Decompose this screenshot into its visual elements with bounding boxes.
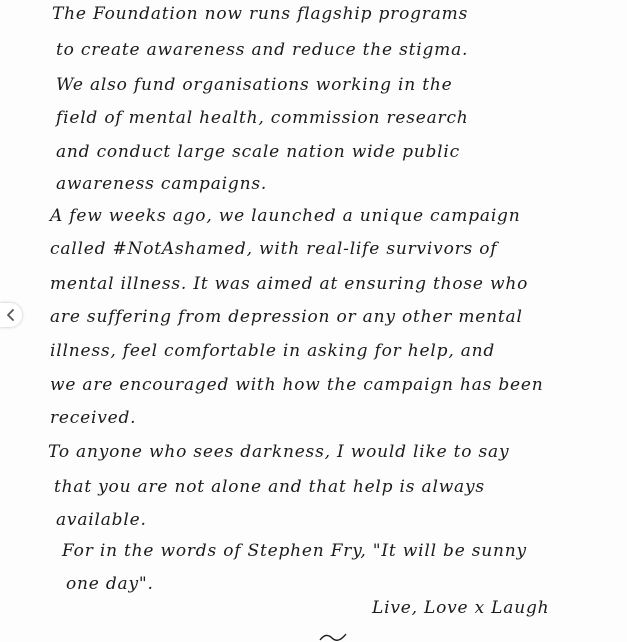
letter-line: called #NotAshamed, with real-life survivors of (50, 239, 498, 259)
letter-signoff: Live, Love x Laugh (372, 598, 550, 618)
letter-line: one day". (66, 574, 154, 594)
letter-line: to create awareness and reduce the stigma. (56, 40, 469, 60)
letter-line: are suffering from depression or any other mental (50, 307, 523, 327)
letter-line: field of mental health, commission research (56, 108, 469, 128)
letter-line: available. (56, 510, 147, 530)
letter-line: received. (50, 408, 137, 428)
letter-line: that you are not alone and that help is always (54, 477, 485, 497)
letter-line: To anyone who sees darkness, I would like to say (48, 442, 510, 462)
letter-line: For in the words of Stephen Fry, "It will be sunny (62, 541, 527, 561)
letter-line: illness, feel comfortable in asking for help, and (50, 341, 496, 361)
letter-line: We also fund organisations working in the (56, 75, 453, 95)
letter-line: mental illness. It was aimed at ensuring those who (50, 274, 529, 294)
signature-mark (318, 630, 348, 642)
letter-line: we are encouraged with how the campaign has been (50, 375, 544, 395)
chevron-left-icon (6, 309, 16, 321)
letter-line: awareness campaigns. (56, 174, 268, 194)
letter-line: The Foundation now runs flagship programs (52, 4, 469, 24)
letter-line: A few weeks ago, we launched a unique campaign (50, 206, 521, 226)
letter-line: and conduct large scale nation wide public (56, 142, 460, 162)
